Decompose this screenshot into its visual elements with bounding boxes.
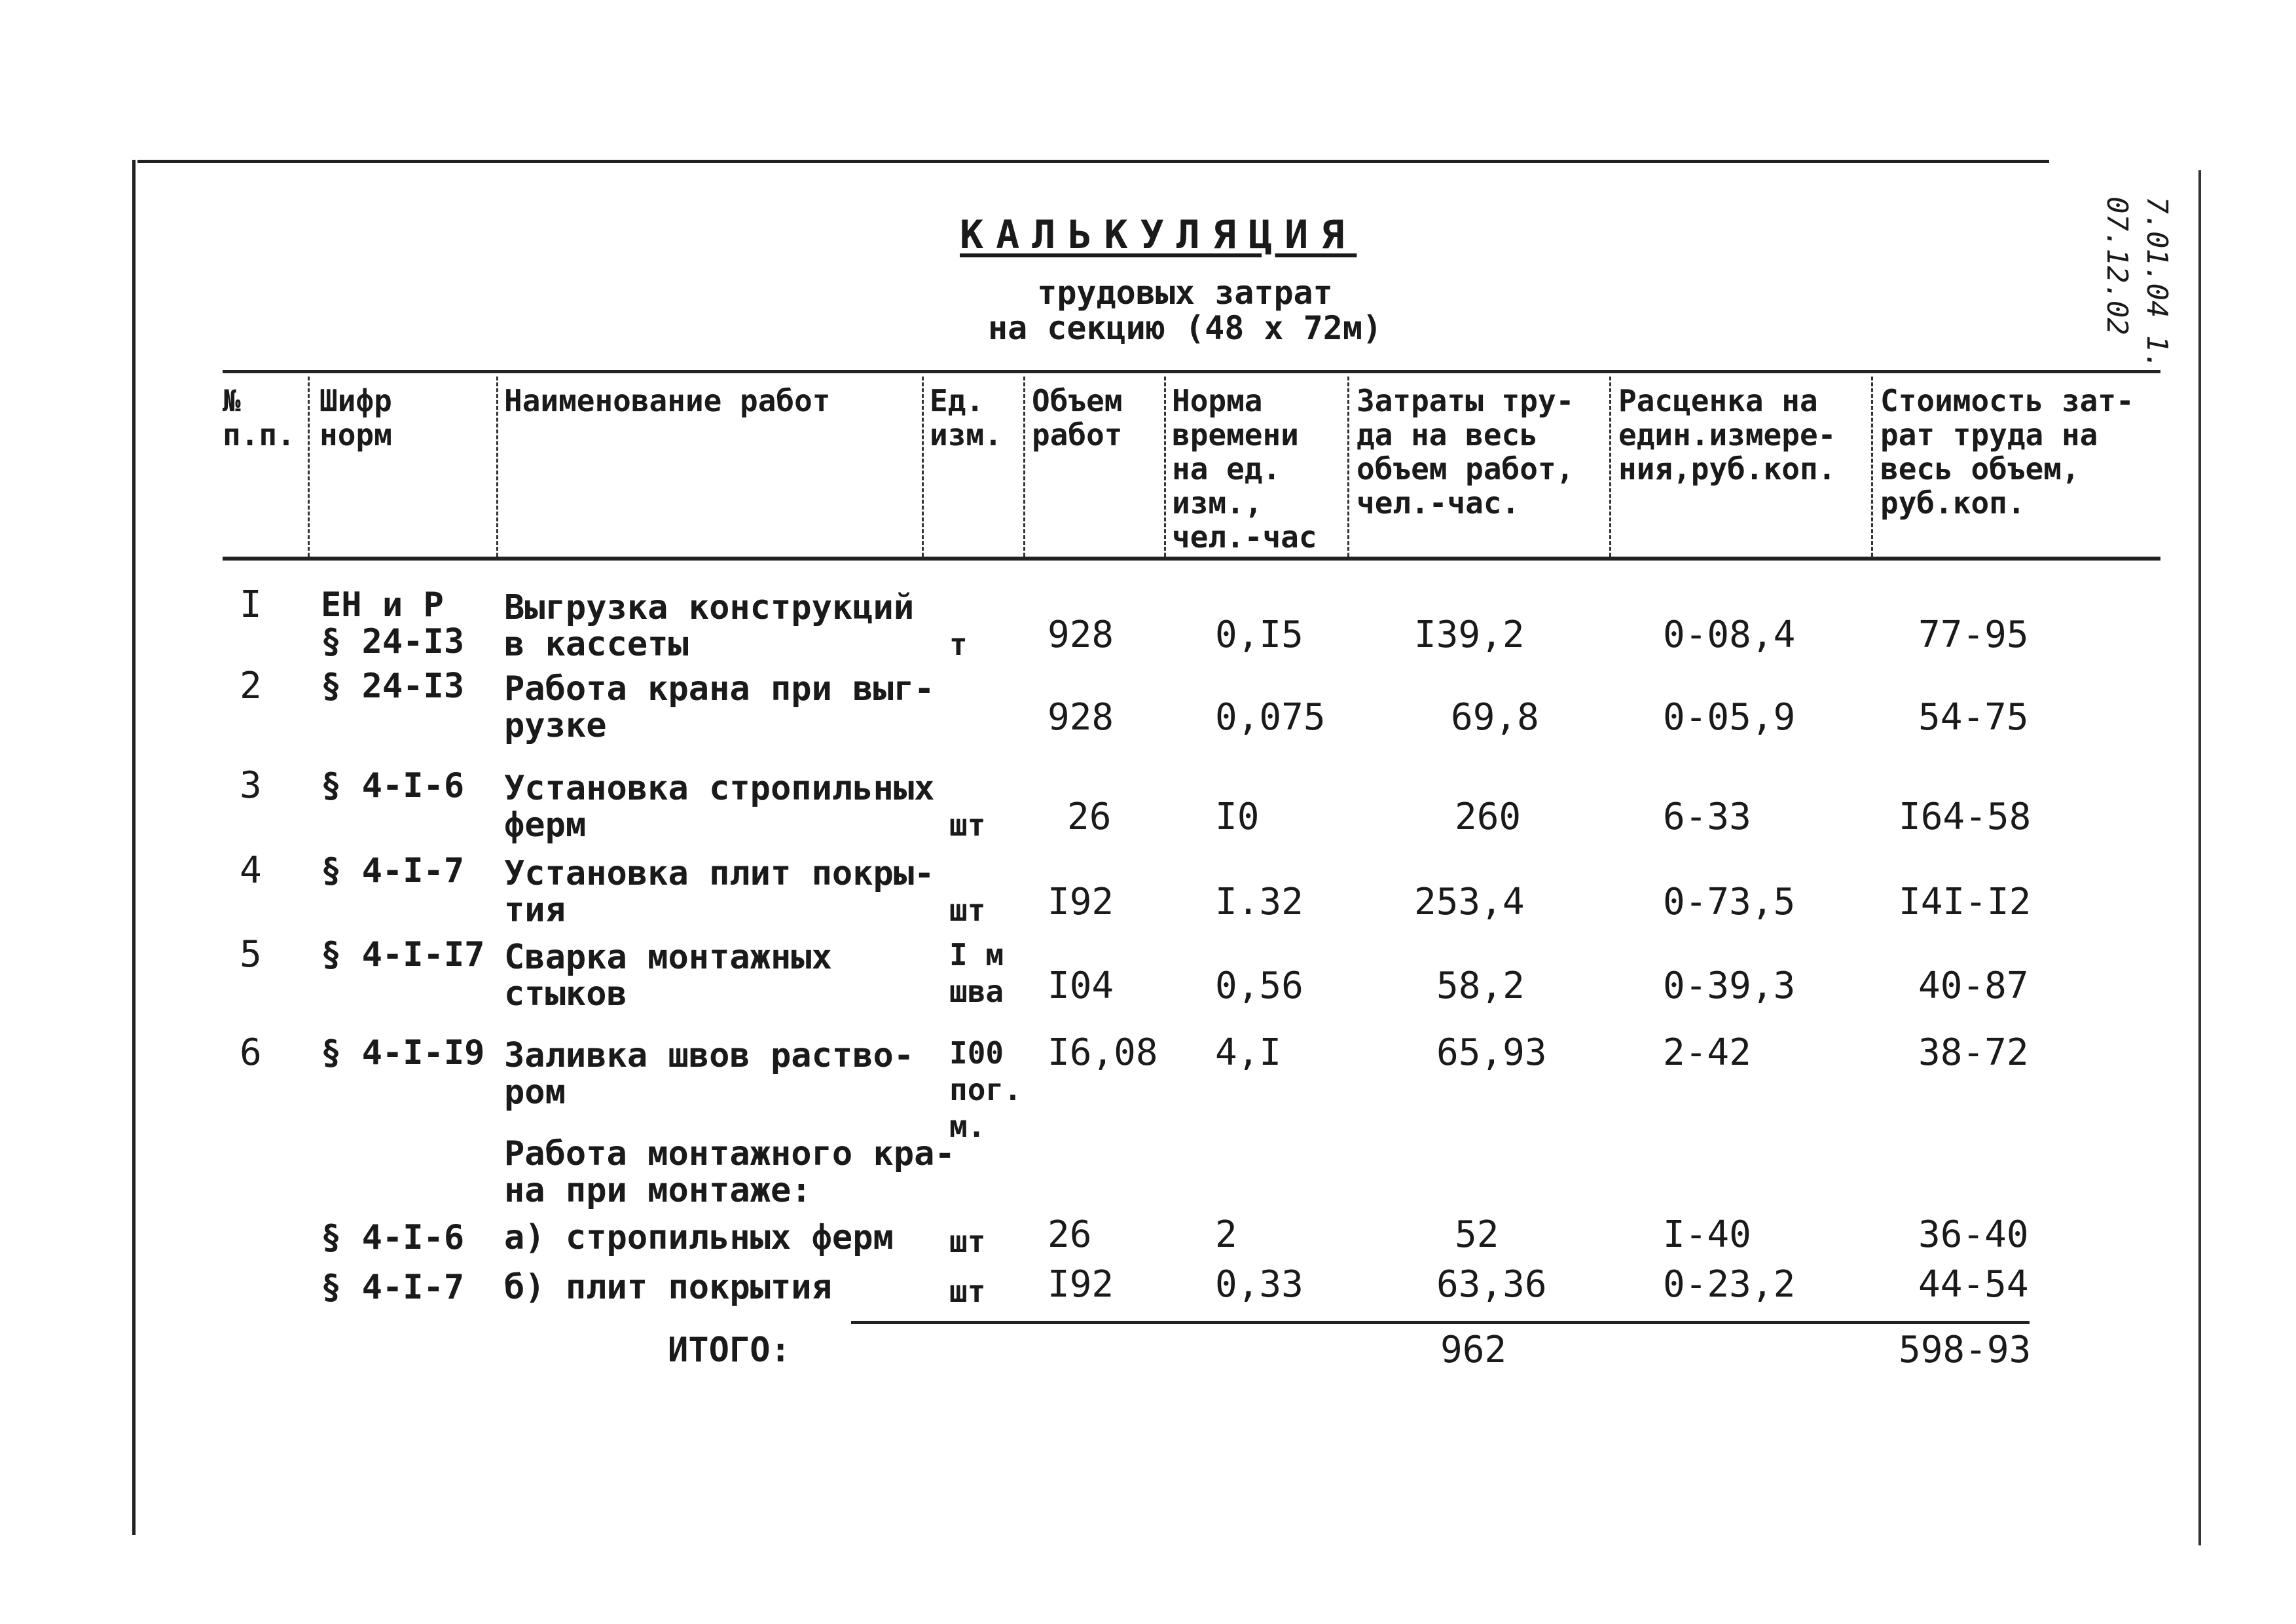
- row-rate: 2-42: [1663, 1031, 1751, 1074]
- row-rate: 0-73,5: [1663, 881, 1796, 923]
- row-name: а) стропильных ферм: [504, 1218, 894, 1257]
- page-subtitle: [975, 275, 1394, 346]
- row-norm: 0,33: [1215, 1263, 1303, 1306]
- page-title: КАЛЬКУЛЯЦИЯ: [960, 212, 1357, 258]
- subtitle-line-1: трудовых затрат: [1037, 274, 1333, 312]
- row-norm: 4,I: [1215, 1031, 1282, 1074]
- row-code: § 4-I-6: [321, 766, 465, 805]
- row-cost: 36-40: [1918, 1213, 2029, 1256]
- row-volume: I92: [1048, 1263, 1114, 1306]
- frame-top-line: [137, 160, 2049, 163]
- header-top-rule: [223, 370, 2160, 373]
- row-name: Выгрузка конструкций в кассеты: [504, 588, 915, 664]
- row-volume: 26: [1067, 796, 1112, 838]
- row-unit: шт: [949, 807, 986, 843]
- row-num: 2: [240, 665, 262, 707]
- row-unit: шт: [949, 1224, 986, 1259]
- row-norm: I.32: [1215, 881, 1303, 923]
- row-name: Сварка монтажных стыков: [504, 938, 832, 1014]
- row-rate: 6-33: [1663, 796, 1751, 838]
- row-num: 4: [240, 849, 262, 892]
- row-name: б) плит покрытия: [504, 1268, 832, 1307]
- column-separator: [1023, 377, 1025, 557]
- row-num: 6: [240, 1031, 262, 1074]
- column-separator: [1871, 377, 1873, 557]
- row-labor: 63,36: [1436, 1263, 1547, 1306]
- row-volume: I04: [1048, 965, 1114, 1007]
- header-rate: Расценка на един.измере- ния,руб.коп.: [1618, 383, 1836, 487]
- row-unit: шт: [949, 893, 986, 928]
- side-code-1: 7.01.04 1.: [2140, 196, 2174, 370]
- row-rate: 0-23,2: [1663, 1263, 1796, 1306]
- row-labor: 58,2: [1436, 965, 1525, 1007]
- row-cost: I4I-I2: [1899, 881, 2032, 923]
- header-code: Шифр норм: [319, 383, 392, 452]
- row-num: I: [240, 583, 262, 626]
- row-volume: 928: [1048, 696, 1114, 739]
- row-unit: I м шва: [949, 937, 1004, 1009]
- row-volume: I92: [1048, 881, 1114, 923]
- row-name: Установка стропильных ферм: [504, 769, 935, 845]
- row-cost: 38-72: [1918, 1031, 2029, 1074]
- row-code: § 4-I-I9: [321, 1033, 485, 1073]
- row-code: § 4-I-7: [321, 851, 465, 891]
- row-name: Работа крана при выг- рузке: [504, 669, 935, 745]
- header-bottom-rule: [223, 557, 2160, 561]
- row-num: 5: [240, 933, 262, 976]
- row-labor: 253,4: [1414, 881, 1525, 923]
- row-name: Установка плит покры- тия: [504, 854, 935, 930]
- column-separator: [496, 377, 498, 557]
- row-code: § 4-I-I7: [321, 935, 485, 974]
- header-cost: Стоимость зат- рат труда на весь объем, руб.коп.: [1880, 383, 2134, 521]
- row-labor: 69,8: [1451, 696, 1539, 739]
- row-unit: I00 пог. м.: [949, 1035, 1022, 1144]
- row-norm: 2: [1215, 1213, 1237, 1256]
- row-cost: 77-95: [1918, 614, 2029, 656]
- total-cost: 598-93: [1899, 1329, 2032, 1371]
- row-name: Работа монтажного кра- на при монтаже:: [504, 1134, 955, 1210]
- row-rate: I-40: [1663, 1213, 1751, 1256]
- row-code: § 4-I-6: [321, 1218, 465, 1257]
- row-rate: 0-39,3: [1663, 965, 1796, 1007]
- column-separator: [308, 377, 310, 557]
- row-code: § 4-I-7: [321, 1268, 465, 1307]
- row-unit: т: [949, 627, 968, 662]
- frame-left-line: [132, 160, 136, 1535]
- header-norm: Норма времени на ед. изм., чел.-час: [1172, 383, 1317, 555]
- total-rule: [851, 1321, 2030, 1324]
- row-cost: 44-54: [1918, 1263, 2029, 1306]
- header-num: № п.п.: [223, 383, 295, 452]
- row-cost: 54-75: [1918, 696, 2029, 739]
- column-separator: [1609, 377, 1611, 557]
- row-labor: 260: [1455, 796, 1522, 838]
- row-labor: I39,2: [1414, 614, 1525, 656]
- header-name: Наименование работ: [504, 383, 831, 418]
- side-code-2: 07.12.02: [2100, 196, 2134, 335]
- row-volume: 928: [1048, 614, 1114, 656]
- column-separator: [1347, 377, 1349, 557]
- column-separator: [922, 377, 924, 557]
- row-volume: I6,08: [1048, 1031, 1158, 1074]
- row-labor: 65,93: [1436, 1031, 1547, 1074]
- row-volume: 26: [1048, 1213, 1092, 1256]
- subtitle-line-2: на секцию (48 х 72м): [987, 309, 1383, 347]
- column-separator: [1164, 377, 1166, 557]
- row-norm: 0,56: [1215, 965, 1303, 1007]
- total-label: ИТОГО:: [668, 1331, 791, 1370]
- row-cost: I64-58: [1899, 796, 2032, 838]
- row-norm: I0: [1215, 796, 1260, 838]
- row-norm: 0,I5: [1215, 614, 1303, 656]
- row-norm: 0,075: [1215, 696, 1326, 739]
- header-volume: Объем работ: [1032, 383, 1123, 452]
- total-labor: 962: [1440, 1329, 1507, 1371]
- side-document-code: [2095, 196, 2175, 370]
- row-rate: 0-08,4: [1663, 614, 1796, 656]
- row-code: ЕН и Р § 24-I3: [321, 585, 465, 661]
- row-name: Заливка швов раство- ром: [504, 1036, 915, 1112]
- row-rate: 0-05,9: [1663, 696, 1796, 739]
- row-cost: 40-87: [1918, 965, 2029, 1007]
- row-num: 3: [240, 764, 262, 807]
- row-code: § 24-I3: [321, 667, 465, 706]
- row-unit: шт: [949, 1274, 986, 1309]
- header-unit: Ед. изм.: [930, 383, 1002, 452]
- row-labor: 52: [1455, 1213, 1499, 1256]
- frame-right-line: [2198, 170, 2201, 1545]
- header-labor: Затраты тру- да на весь объем работ, чел.-час.: [1357, 383, 1575, 521]
